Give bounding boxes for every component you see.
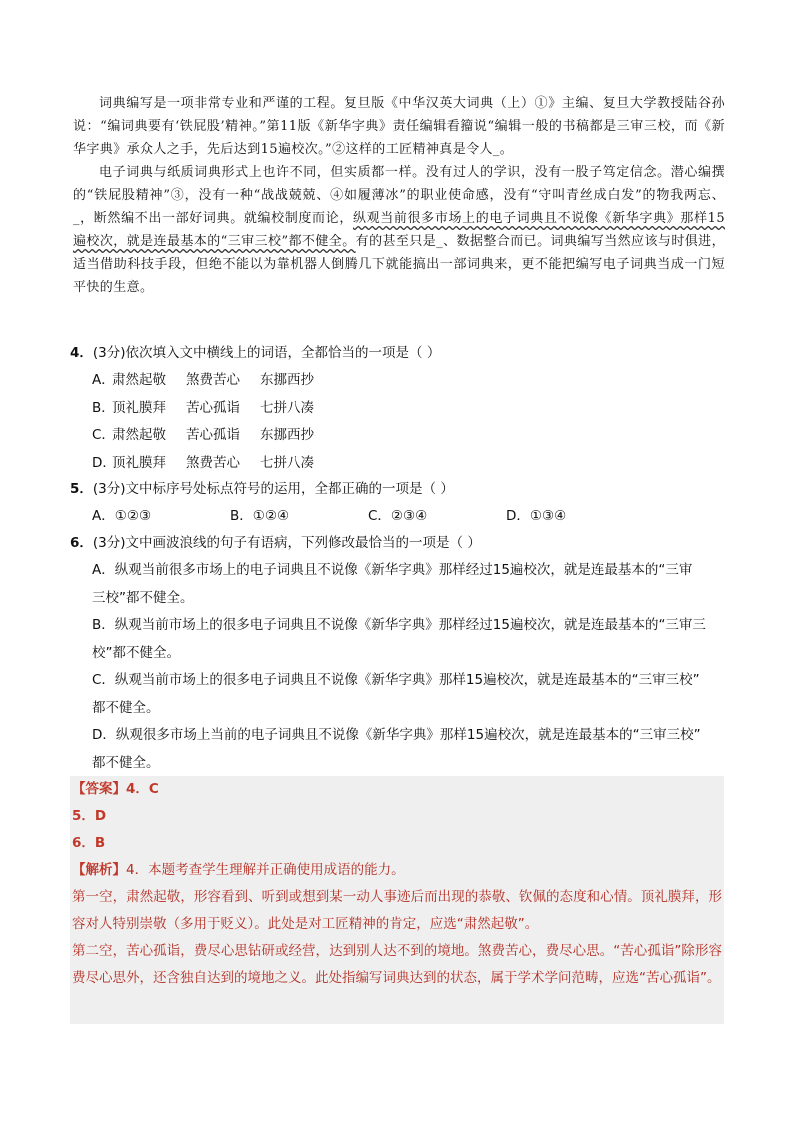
option-word: 煞费苦心 (186, 372, 240, 388)
option-label: D． (92, 454, 116, 471)
analysis-tag: 【解析】 (72, 862, 126, 878)
option-d[interactable] (70, 722, 730, 777)
passage-paragraph-2 (73, 161, 725, 299)
wavy-underlined-sentence: 纵观当前很多市场上的电子词典且不说像《新华字典》那样15遍校次，就是连最基本的“三审三校”都不健全。 (73, 211, 725, 249)
answer-5: 5．D (72, 808, 107, 824)
option-text: D．纵观很多市场上当前的电子词典且不说像《新华字典》那样15遍校次，就是连最基本的“三审三校” (92, 727, 701, 743)
question-number: 5． (70, 481, 93, 497)
option-text: B．纵观当前市场上的很多电子词典且不说像《新华字典》那样经过15遍校次，就是连最基本的“三审三 (92, 617, 706, 633)
option-b[interactable] (70, 395, 730, 423)
option-label: A． (92, 372, 115, 388)
option-word: 肃然起敬 (112, 372, 166, 388)
answer-6: 6．B (72, 835, 106, 851)
option-row (70, 503, 730, 530)
option-text: 都不健全。 (92, 699, 160, 716)
question-number: 4． (70, 345, 93, 361)
option-b[interactable]: B．①②④ (230, 508, 290, 524)
option-b[interactable] (70, 612, 730, 667)
option-word: 顶礼膜拜 (112, 399, 166, 416)
passage-text: 有的甚至只是_、数据整合而已。词典编写当然应该与时俱进，适当借助科技手段，但绝不能以为靠机器人倒腾几下就能搞出一部词典来，更不能把编写电子词典当成一门短平快的生意。 (73, 234, 726, 295)
question-text: (3分)依次填入文中横线上的词语，全都恰当的一项是（ ） (92, 345, 441, 361)
reading-passage (73, 92, 725, 299)
option-c[interactable] (70, 667, 730, 722)
option-d[interactable]: D．①③④ (506, 508, 567, 524)
question-text: (3分)文中画波浪线的句子有语病，下列修改最恰当的一项是（ ） (92, 535, 481, 551)
question-stem (70, 530, 730, 557)
option-text: 校”都不健全。 (92, 644, 180, 661)
analysis-heading: 4．本题考查学生理解并正确使用成语的能力。 (126, 862, 405, 878)
option-label: B． (92, 399, 115, 416)
question-4 (70, 340, 730, 477)
option-word: 煞费苦心 (186, 454, 240, 471)
analysis-paragraph-2: 第二空，苦心孤诣，费尽心思钻研或经营，达到别人达不到的境地。煞费苦心，费尽心思。“苦心孤诣”除形容费尽心思外，还含独自达到的境地之义。此处指编写词典达到的状态，属于学术学问范畴，应选“苦心孤诣”。 (72, 943, 722, 986)
option-a[interactable] (70, 367, 730, 395)
option-word: 七拼八凑 (260, 399, 314, 416)
option-word: 苦心孤诣 (186, 427, 240, 443)
question-number: 6． (70, 535, 93, 551)
option-d[interactable] (70, 450, 730, 478)
analysis-paragraph-1: 第一空，肃然起敬，形容看到、听到或想到某一动人事迹后而出现的恭敬、钦佩的态度和心情。顶礼膜拜，形容对人特别崇敬（多用于贬义）。此处是对工匠精神的肯定，应选“肃然起敬”。 (72, 889, 722, 932)
passage-text: 电子词典与纸质词典形式上也许不同，但实质都一样。没有过人的学识，没有一股子笃定信念。潜心编撰的“铁屁股精神”③，没有一种“战战兢兢、④如履薄冰”的职业使命感，没有“守叫青丝成白发”的物我两忘、_，断然编不出一部好词典。就编校制度而论， (73, 165, 725, 226)
option-word: 苦心孤诣 (186, 399, 240, 416)
option-word: 东挪西抄 (260, 427, 314, 443)
option-text: A．纵观当前很多市场上的电子词典且不说像《新华字典》那样经过15遍校次，就是连最基本的“三审 (92, 562, 693, 578)
option-text: 三校”都不健全。 (92, 589, 194, 606)
option-word: 东挪西抄 (260, 372, 314, 388)
answer-section (70, 776, 724, 1024)
option-c[interactable] (70, 422, 730, 450)
analysis-line (70, 857, 724, 884)
answer-line (70, 776, 724, 803)
option-label: C． (92, 427, 115, 443)
passage-paragraph-1: 词典编写是一项非常专业和严谨的工程。复旦版《中华汉英大词典（上）①》主编、复旦大学教授陆谷孙说：“编词典要有‘铁屁股’精神。”第11版《新华字典》责任编辑看籀说“编辑一般的书稿都是三审三校，而《新华字典》承众人之手，先后达到15遍校次。”②这样的工匠精神真是令人_。 (73, 96, 725, 157)
option-word: 肃然起敬 (112, 427, 166, 443)
option-text: 都不健全。 (92, 754, 160, 771)
question-stem (70, 476, 730, 503)
option-a[interactable] (70, 557, 730, 612)
option-a[interactable]: A．①②③ (92, 508, 152, 524)
option-c[interactable]: C．②③④ (368, 508, 428, 524)
option-word: 七拼八凑 (260, 454, 314, 471)
option-word: 顶礼膜拜 (112, 454, 166, 471)
question-text: (3分)文中标序号处标点符号的运用，全都正确的一项是（ ） (92, 481, 454, 497)
answer-tag: 【答案】 (72, 781, 126, 797)
question-5 (70, 476, 730, 530)
question-6 (70, 530, 730, 777)
answer-4: 4．C (126, 781, 159, 797)
question-stem (70, 340, 730, 367)
option-text: C．纵观当前市场上的很多电子词典且不说像《新华字典》那样15遍校次，就是连最基本的“三审三校” (92, 672, 700, 688)
